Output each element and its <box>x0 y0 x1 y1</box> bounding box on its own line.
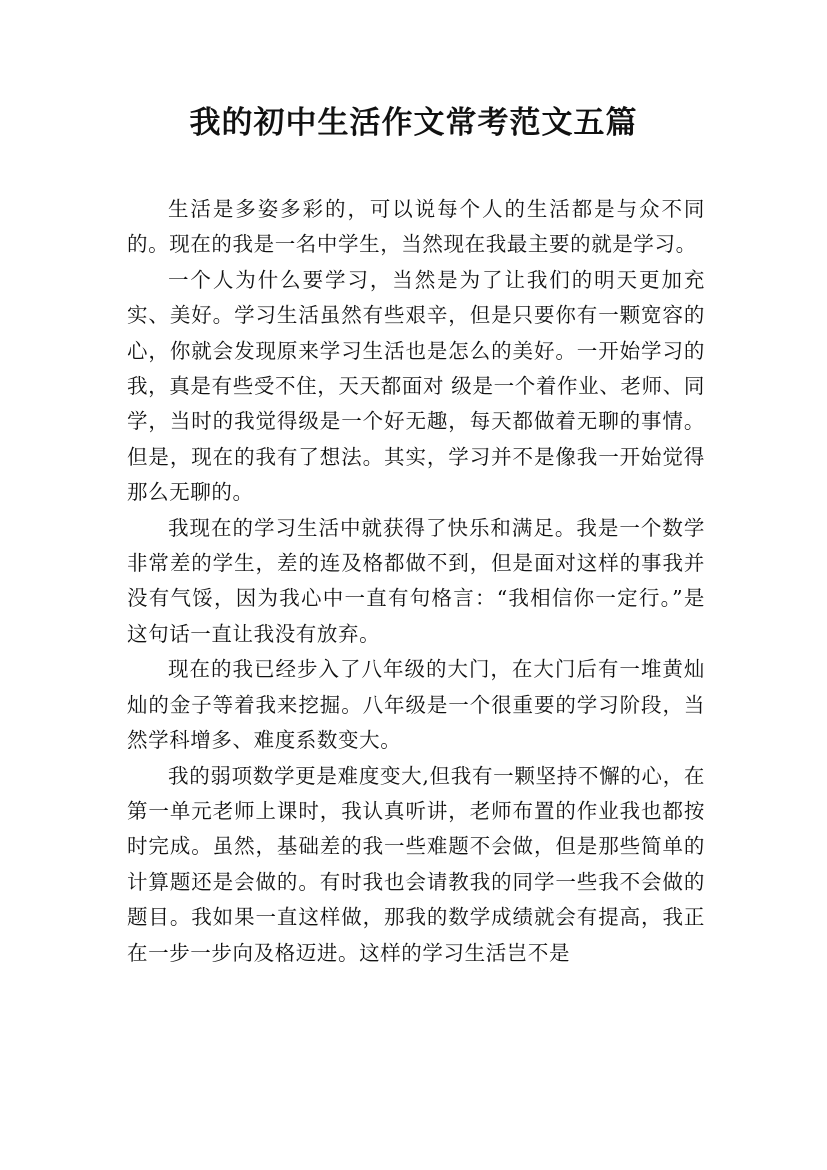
document-title: 我的初中生活作文常考范文五篇 <box>189 105 638 141</box>
paragraph: 生活是多姿多彩的，可以说每个人的生活都是与众不同的。现在的我是一名中学生，当然现在我最主要的就是学习。 <box>127 197 705 257</box>
paragraph: 我的弱项数学更是难度变大,但我有一颗坚持不懈的心，在第一单元老师上课时，我认真听讲，老师布置的作业我也都按时完成。虽然，基础差的我一些难题不会做，但是那些简单的计算题还是会做的。有时我也会请教我的同学一些我不会做的题目。我如果一直这样做，那我的数学成绩就会有提高，我正在一步一步向及格迈进。这样的学习生活岂不是 <box>127 763 705 965</box>
paragraph: 现在的我已经步入了八年级的大门，在大门后有一堆黄灿灿的金子等着我来挖掘。八年级是一个很重要的学习阶段，当然学科增多、难度系数变大。 <box>127 657 705 753</box>
document-body <box>127 192 705 971</box>
paragraph: 一个人为什么要学习，当然是为了让我们的明天更加充实、美好。学习生活虽然有些艰辛，但是只要你有一颗宽容的心，你就会发现原来学习生活也是怎么的美好。一开始学习的我，真是有些受不住，天天都面对 级是一个着作业、老师、同学，当时的我觉得级是一个好无趣，每天都做着无聊的事情。但是，现在的我有了想法。其实，学习并不是像我一开始觉得那么无聊的。 <box>127 267 705 505</box>
paragraph: 我现在的学习生活中就获得了快乐和满足。我是一个数学非常差的学生，差的连及格都做不到，但是面对这样的事我并没有气馁，因为我心中一直有句格言：“我相信你一定行。”是这句话一直让我没有放弃。 <box>127 515 705 646</box>
